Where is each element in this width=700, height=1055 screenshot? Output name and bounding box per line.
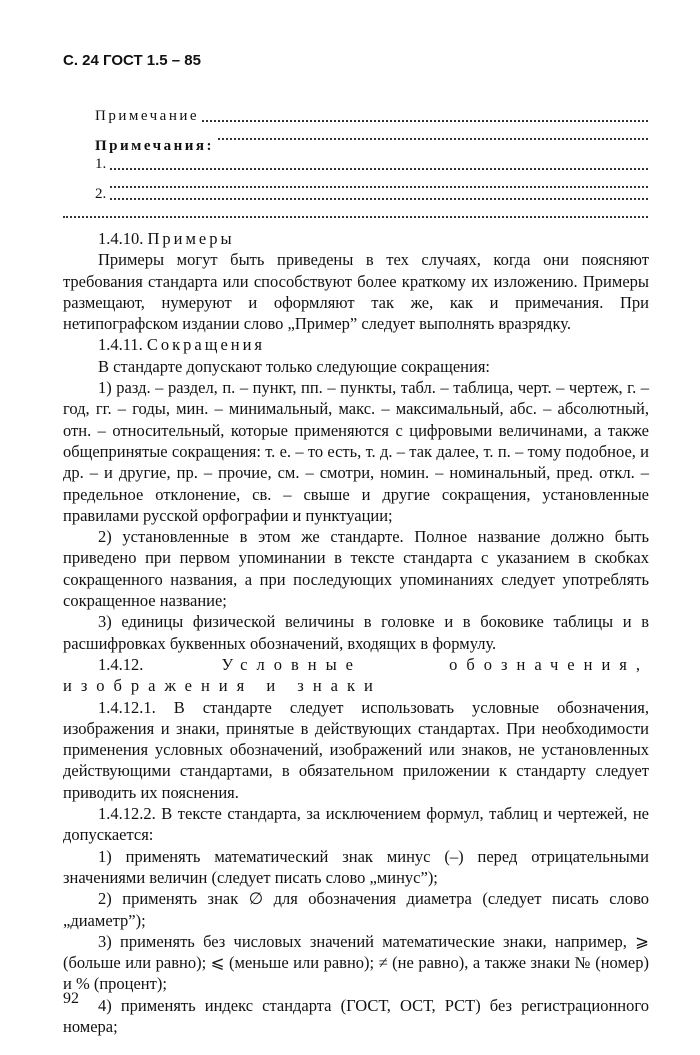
section-heading-1411: 1.4.11. Сокращения [98,335,266,355]
section-title-symbols: Условные обозначения, изображения и знаки [63,654,649,696]
paragraph: 1) применять математический знак минус (–) перед отрицательными значениями величин (следует писать слово „минус”); [63,846,649,887]
section-heading-1412: 1.4.12. Условные обозначения, изображения и знаки [63,654,649,696]
notes-item-2-line [63,184,648,204]
paragraph: 1.4.12.2. В тексте стандарта, за исключением формул, таблиц и чертежей, не допускается: [63,804,649,845]
notes-heading-line [63,136,648,156]
notes-item-1: 1. [63,154,108,174]
note-label: Примечание [63,106,201,126]
notes-item-1-line [63,154,648,174]
paragraph: В стандарте допускают только следующие сокращения: [98,356,490,376]
paragraph: 1) разд. – раздел, п. – пункт, пп. – пункты, табл. – таблица, черт. – чертеж, г. – год, гг. – годы, мин. – минимальный, макс. – максимальный, абс. – абсолютный, отн. – относительный, которые применяются с цифровыми величинами, а также общепринятые сокращения: т. е. – то есть, т. д. – так далее, т. п. – тому подобное, и др. – и другие, пр. – прочие, см. – смотри, номин. – номинальный, пред. откл. – предельное отклонение, св. – свыше и другие сокращения, установленные правилами русской орфографии и пунктуации; [63,378,649,525]
page-header: С. 24 ГОСТ 1.5 – 85 [63,52,201,69]
section-heading-1410: 1.4.10. Примеры [98,229,235,248]
paragraph: 3) применять без числовых значений математические знаки, например, ⩾ (больше или равно); ⩽ (меньше или равно); ≠ (не равно), а также знаки № (номер) и % (процент); [63,931,649,994]
notes-item-2: 2. [63,184,108,204]
paragraph: 2) установленные в этом же стандарте. Полное название должно быть приведено при первом упоминании в тексте стандарта с указанием в скобках сокращенного названия, а при последующих упоминаниях следует употреблять сокращенное название; [63,527,649,611]
section-title-abbreviations: Сокращения [146,335,266,355]
notes-heading: Примечания: [63,136,216,156]
page-number: 92 [63,990,79,1007]
paragraph: 4) применять индекс стандарта (ГОСТ, ОСТ, РСТ) без регистрационного номера; [63,995,649,1036]
paragraph: 3) единицы физической величины в головке и в боковике таблицы и в расшифровках буквенных обозначений, входящих в формулу. [63,612,649,653]
dotted-line [63,202,648,222]
paragraph: 1.4.12.1. В стандарте следует использовать условные обозначения, изображения и знаки, принятые в действующих стандартах. При необходимости применения условных обозначений, изображений или знаков, не установленных действующими стандартами, в обязательном приложении к стандарту следует приводить их пояснения. [63,697,649,802]
paragraph: Примеры могут быть приведены в тех случаях, когда они поясняют требования стандарта или способствуют более краткому их изложению. Примеры размещают, нумеруют и оформляют так же, как и примечания. При нетипографском издании слово „Пример” следует выполнять вразрядку. [63,250,649,334]
paragraph: 2) применять знак ∅ для обозначения диаметра (следует писать слово „диаметр”); [63,889,649,930]
note-line [63,106,648,126]
section-title-examples: Примеры [147,229,235,248]
main-text [63,228,649,1037]
